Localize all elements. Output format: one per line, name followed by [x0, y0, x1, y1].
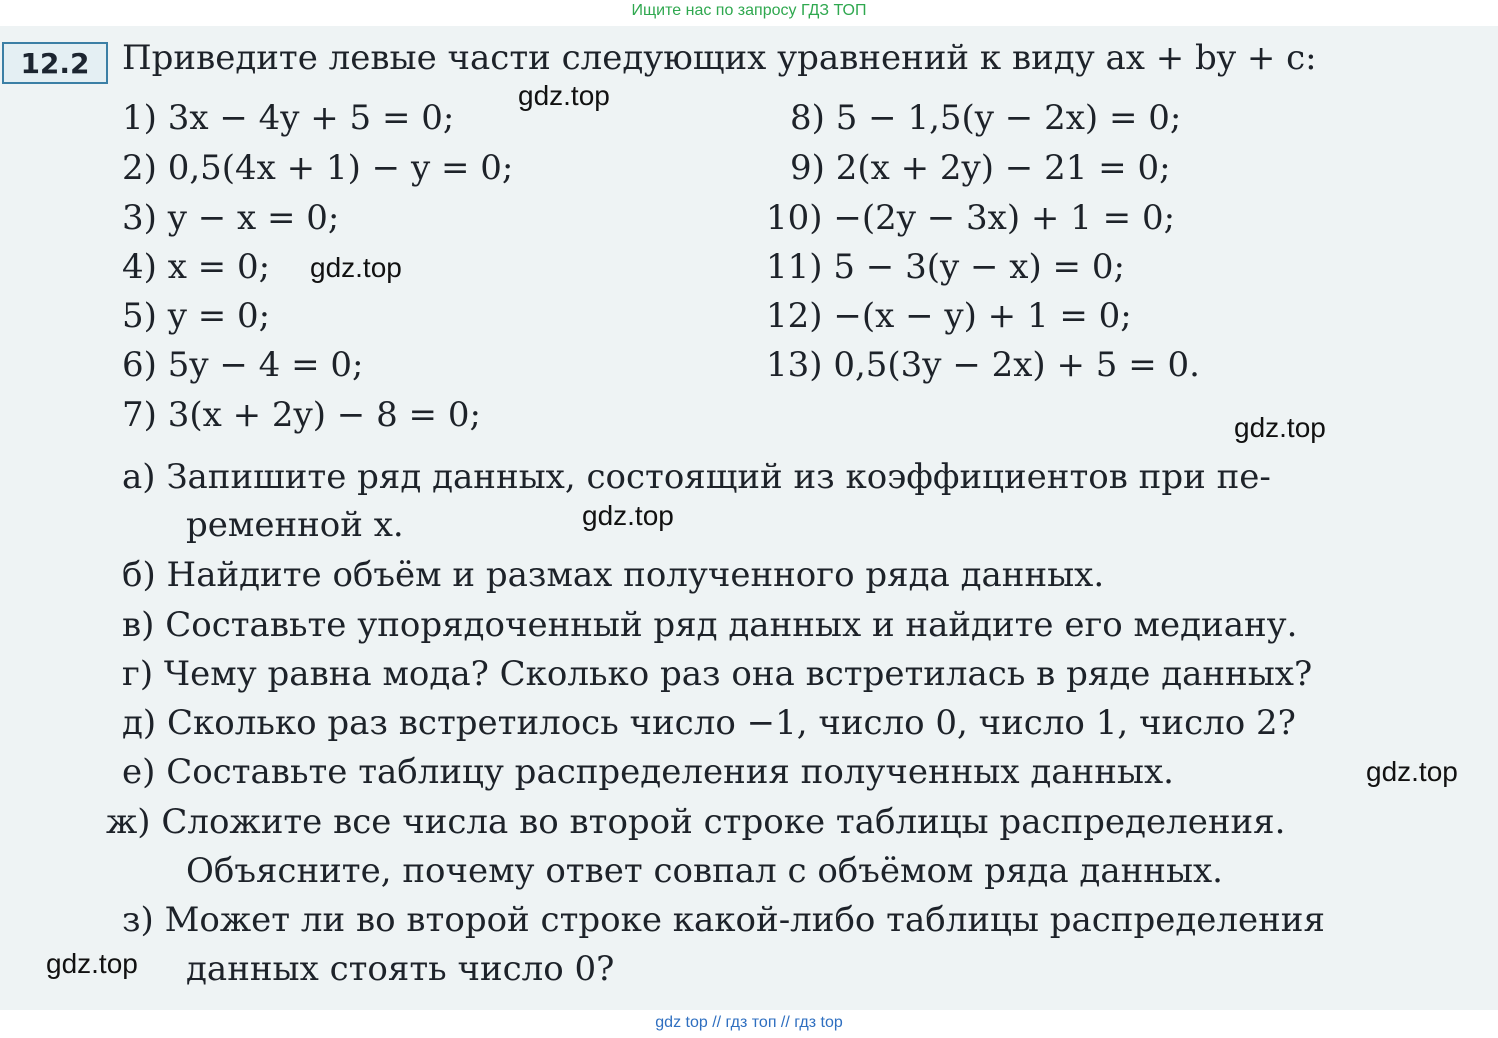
- task-number: 12.2: [2, 42, 108, 84]
- watermark: gdz.top: [46, 948, 138, 979]
- question-g: г) Чему равна мода? Сколько раз она встретилась в ряде данных?: [122, 654, 1313, 694]
- equation-10: 10) −(2y − 3x) + 1 = 0;: [766, 198, 1176, 238]
- question-a-cont: ременной x.: [186, 505, 404, 545]
- equation-2: 2) 0,5(4x + 1) − y = 0;: [122, 148, 514, 188]
- equation-7: 7) 3(x + 2y) − 8 = 0;: [122, 395, 481, 435]
- equation-13: 13) 0,5(3y − 2x) + 5 = 0.: [766, 345, 1200, 385]
- watermark: gdz.top: [310, 252, 402, 283]
- equation-12: 12) −(x − y) + 1 = 0;: [766, 296, 1132, 336]
- equation-9: 9) 2(x + 2y) − 21 = 0;: [790, 148, 1171, 188]
- equation-3: 3) y − x = 0;: [122, 198, 340, 238]
- equation-8: 8) 5 − 1,5(y − 2x) = 0;: [790, 98, 1182, 138]
- question-z-cont: данных стоять число 0?: [186, 949, 615, 989]
- task-title: Приведите левые части следующих уравнений к виду ax + by + c:: [122, 38, 1317, 78]
- top-banner: Ищите нас по запросу ГДЗ ТОП: [631, 2, 867, 19]
- equation-5: 5) y = 0;: [122, 296, 271, 336]
- equation-6: 6) 5y − 4 = 0;: [122, 345, 364, 385]
- watermark: gdz.top: [1234, 412, 1326, 443]
- equation-4: 4) x = 0;: [122, 247, 271, 287]
- question-zh-cont: Объясните, почему ответ совпал с объёмом ряда данных.: [186, 851, 1223, 891]
- watermark: gdz.top: [1366, 756, 1458, 787]
- question-z: з) Может ли во второй строке какой-либо таблицы распределения: [122, 900, 1325, 940]
- question-b: б) Найдите объём и размах полученного ряда данных.: [122, 555, 1105, 595]
- question-a: а) Запишите ряд данных, состоящий из коэффициентов при пе-: [122, 457, 1271, 497]
- equation-1: 1) 3x − 4y + 5 = 0;: [122, 98, 455, 138]
- question-v: в) Составьте упорядоченный ряд данных и найдите его медиану.: [122, 605, 1298, 645]
- question-zh: ж) Сложите все числа во второй строке таблицы распределения.: [106, 802, 1286, 842]
- watermark: gdz.top: [518, 80, 610, 111]
- watermark: gdz.top: [582, 500, 674, 531]
- equation-11: 11) 5 − 3(y − x) = 0;: [766, 247, 1125, 287]
- question-e: е) Составьте таблицу распределения полученных данных.: [122, 752, 1174, 792]
- question-d: д) Сколько раз встретилось число −1, число 0, число 1, число 2?: [122, 703, 1296, 743]
- footer-links: gdz top // гдз топ // гдз top: [655, 1014, 843, 1031]
